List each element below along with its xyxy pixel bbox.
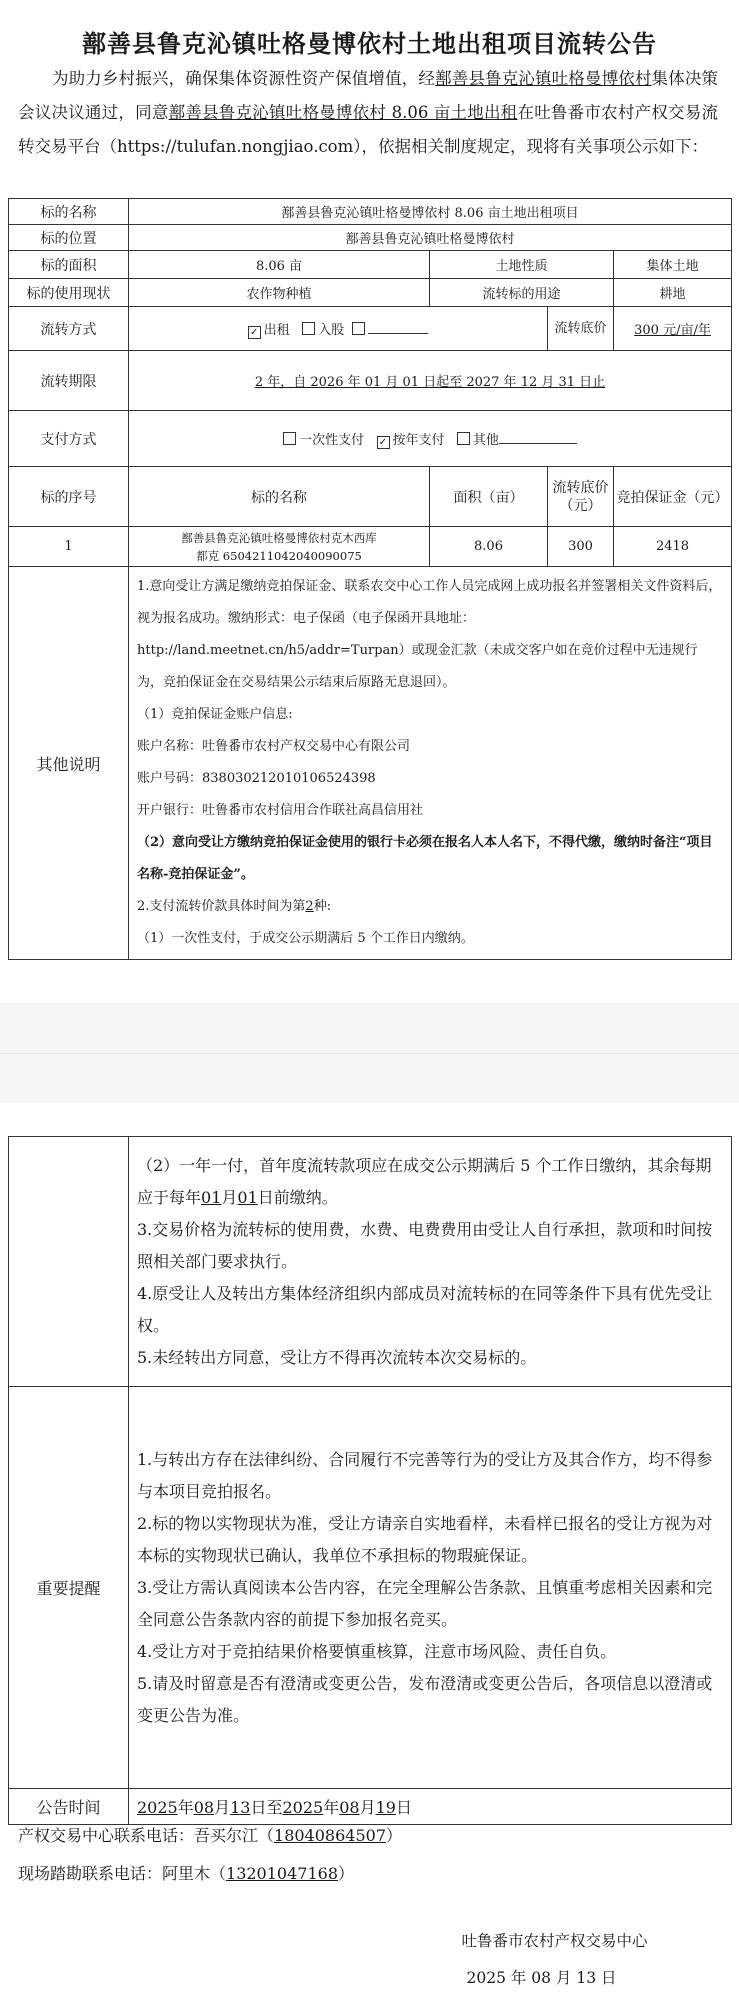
intro-paragraph (18, 62, 718, 164)
transfer-mode-options (129, 307, 548, 351)
value-name: 鄯善县鲁克沁镇吐格曼博依村 8.06 亩土地出租项目 (129, 199, 732, 225)
option-pay-once: 一次性支付 (299, 432, 365, 448)
note-5: 5.未经转出方同意，受让方不得再次流转本次交易标的。 (137, 1347, 537, 1367)
label-land-nature: 土地性质 (430, 251, 614, 279)
checkbox-pay-once (283, 432, 296, 445)
contact-exchange-center: 产权交易中心联系电话：吾买尔江（18040864507） (18, 1826, 403, 1845)
continued-notes (129, 1137, 732, 1387)
row-seq: 1 (9, 527, 129, 567)
label-transfer-mode: 流转方式 (9, 307, 129, 351)
other-notes (129, 567, 732, 960)
intro-text: 集体决策会议决议通过，同意 (18, 69, 719, 122)
note-bank: 开户银行：吐鲁番市农村信用合作联社高昌信用社 (137, 803, 424, 818)
page-title: 鄯善县鲁克沁镇吐格曼博依村土地出租项目流转公告 (82, 30, 657, 58)
value-purpose: 耕地 (614, 279, 732, 307)
intro-text: 在吐鲁番市农村产权交易流转交易平台（https://tulufan.nongjiao.com），依据相关制度规定，现将有关事项公示如下： (18, 103, 719, 156)
row-deposit: 2418 (614, 527, 732, 567)
value-land-nature: 集体土地 (614, 251, 732, 279)
checkbox-pay-yearly-checked: ✓ (377, 436, 390, 449)
value-location: 鄯善县鲁克沁镇吐格曼博依村 (129, 225, 732, 251)
col-area-header: 面积（亩） (430, 467, 548, 527)
note-payment-type: 2.支付流转价款具体时间为第2种: (137, 899, 332, 914)
label-notice-time: 公告时间 (9, 1789, 129, 1825)
footer-date: 2025 年 08 月 13 日 (466, 1969, 617, 1987)
row-name: 鄯善县鲁克沁镇吐格曼博依村克木西库 都克 6504211042040090075 (129, 527, 430, 567)
checkbox-pay-other (457, 432, 470, 445)
label-usage: 标的使用现状 (9, 279, 129, 307)
col-name-header: 标的名称 (129, 467, 430, 527)
note-4: 4.原受让人及转出方集体经济组织内部成员对流转标的在同等条件下具有优先受让权。 (137, 1283, 713, 1335)
row-price: 300 (548, 527, 614, 567)
col-seq-header: 标的序号 (9, 467, 129, 527)
checkbox-rent-checked: ✓ (248, 326, 261, 339)
option-share: 入股 (318, 322, 345, 338)
note-1: 1.意向受让方满足缴纳竞拍保证金、联系农交中心工作人员完成网上成功报名并签署相关文件资料后，视为报名成功。缴纳形式：电子保函（电子保函开具地址：http://land.meetnet.cn/h5/addr=Turpan）或现金汇款（未成交客户如在竞价过程中无违规行为，竞拍保证金在交易结果公示结束后原路无息退回）。 (137, 579, 722, 690)
continued-label-empty (9, 1137, 129, 1387)
note-account-number: 账户号码：83803021201010652439​8 (137, 771, 376, 786)
note-2: （1）竞拍保证金账户信息: (137, 707, 293, 722)
label-reminder: 重要提醒 (9, 1387, 129, 1789)
label-period: 流转期限 (9, 351, 129, 411)
col-price-header: 流转底价（元） (548, 467, 614, 527)
footer-org: 吐鲁番市农村产权交易中心 (461, 1932, 648, 1950)
blank-line (368, 333, 428, 334)
checkbox-other (352, 322, 365, 335)
row-area: 8.06 (430, 527, 548, 567)
col-deposit-header: 竞拍保证金（元） (614, 467, 732, 527)
value-usage: 农作物种植 (129, 279, 430, 307)
reminder-3: 3.受让方需认真阅读本公告内容，在完全理解公告条款、且慎重考虑相关因素和完全同意公告条款内容的前提下参加报名竞买。 (137, 1577, 713, 1629)
page-break-line (0, 1053, 739, 1054)
value-area: 8.06 亩 (129, 251, 430, 279)
label-payment: 支付方式 (9, 411, 129, 467)
checkbox-share (302, 322, 315, 335)
reminder-1: 1.与转出方存在法律纠纷、合同履行不完善等行为的受让方及其合作方，均不得参与本项目竞拍报名。 (137, 1449, 713, 1501)
label-location: 标的位置 (9, 225, 129, 251)
reminder-2: 2.标的物以实物现状为准，受让方请亲自实地看样，未看样已报名的受让方视为对本标的实物现状已确认，我单位不承担标的物瑕疵保证。 (137, 1513, 713, 1565)
blank-line (499, 443, 577, 444)
label-area: 标的面积 (9, 251, 129, 279)
option-rent: 出租 (263, 322, 290, 338)
contact-site-survey: 现场踏勘联系电话：阿里木（13201047168） (18, 1864, 355, 1883)
reminder-notes (129, 1387, 732, 1789)
label-base-price: 流转底价 (548, 307, 614, 351)
note-pay-yearly: （2）一年一付，首年度流转款项应在成交公示期满后 5 个工作日缴纳，其余每期应于每年01月01日前缴纳。 (137, 1155, 712, 1207)
project-info-table (8, 198, 732, 960)
note-pay-once: （1）一次性支付，于成交公示期满后 5 个工作日内缴纳。 (137, 931, 474, 946)
label-other-notes: 其他说明 (9, 567, 129, 960)
option-pay-other: 其他 (472, 432, 499, 448)
payment-options (129, 411, 732, 467)
value-period: 2 年，自 2026 年 01 月 01 日起至 2027 年 12 月 31 日止 (129, 351, 732, 411)
reminder-5: 5.请及时留意是否有澄清或变更公告，发布澄清或变更公告后，各项信息以澄清或变更公告为准。 (137, 1673, 713, 1725)
note-3: 3.交易价格为流转标的使用费，水费、电费费用由受让人自行承担，款项和时间按照相关部门要求执行。 (137, 1219, 713, 1271)
notice-time-value: 2025年08月13日至2025年08月19日 (129, 1789, 732, 1825)
reminder-4: 4.受让方对于竞拍结果价格要慎重核算，注意市场风险、责任自负。 (137, 1641, 617, 1661)
note-bold-warning: （2）意向受让方缴纳竞拍保证金使用的银行卡必须在报名人本人名下，不得代缴，缴纳时备注“项目名称-竞拍保证金”。 (137, 835, 713, 882)
note-account-name: 账户名称：吐鲁番市农村产权交易中心有限公司 (137, 739, 411, 754)
label-name: 标的名称 (9, 199, 129, 225)
village-name: 鄯善县鲁克沁镇吐格曼博依村 (435, 69, 652, 88)
option-pay-yearly: 按年支付 (392, 432, 445, 448)
intro-text: 为助力乡村振兴，确保集体资源性资产保值增值，经 (52, 69, 436, 88)
label-purpose: 流转标的用途 (430, 279, 614, 307)
continued-table (8, 1136, 732, 1825)
project-name: 鄯善县鲁克沁镇吐格曼博依村 8.06 亩土地出租 (168, 103, 518, 122)
value-base-price: 300 元/亩/年 (614, 307, 732, 351)
